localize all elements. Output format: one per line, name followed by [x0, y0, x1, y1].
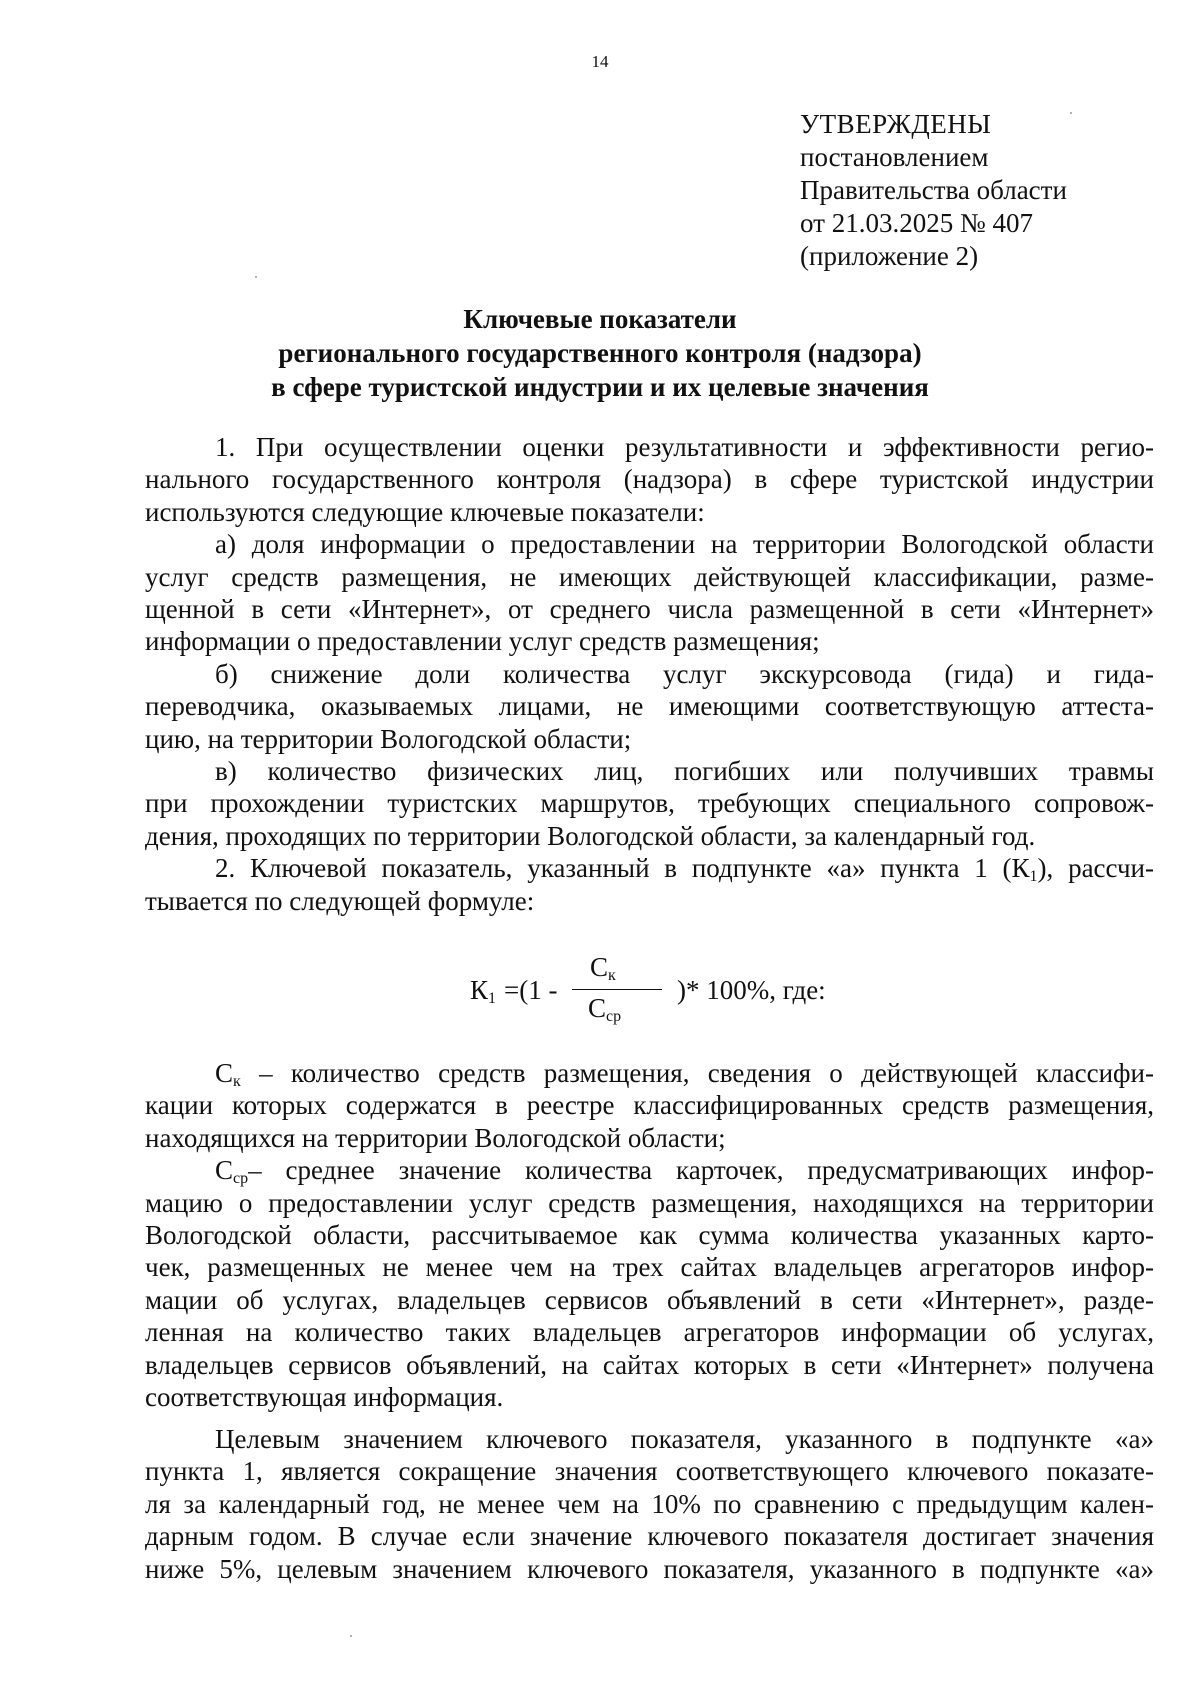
- approval-appendix: (приложение 2): [800, 241, 979, 271]
- scan-speck: [350, 1635, 352, 1637]
- formula-numerator: $С_к$: [590, 952, 616, 984]
- section-1: [145, 431, 1154, 917]
- definition-csr-line: мацию о предоставлении услуг средств размещения, находящихся на территории: [145, 1187, 1154, 1218]
- approval-line: Правительства области: [800, 175, 1067, 205]
- definition-csr-line: Вологодской области, рассчитываемое как сумма количества указанных карто-: [145, 1220, 1154, 1251]
- item-a-line: информации о предоставлении услуг средств размещения;: [145, 626, 820, 657]
- paragraph-line: пункта 1, является сокращение значения соответствующего ключевого показате-: [145, 1456, 1154, 1487]
- approval-date-number: от 21.03.2025 № 407: [800, 208, 1033, 238]
- paragraph-line: дарным годом. В случае если значение ключевого показателя достигает значения: [145, 1521, 1154, 1552]
- definition-csr-line: владельцев сервисов объявлений, на сайтах которых в сети «Интернет» получена: [145, 1349, 1154, 1380]
- definition-csr-line: чек, размещенных не менее чем на трех сайтах владельцев агрегаторов инфор-: [145, 1252, 1154, 1283]
- title-line: Ключевые показатели: [463, 304, 737, 334]
- section-2-line: 2. Ключевой показатель, указанный в подпункте «а» пункта 1 $(К_1)$, рассчи-: [215, 853, 1154, 886]
- item-a-line: услуг средств размещения, не имеющих действующей классификации, разме-: [145, 561, 1154, 592]
- item-b-line: б) снижение доли количества услуг экскурсовода (гида) и гида-: [215, 658, 1154, 689]
- scan-speck: [1070, 112, 1072, 114]
- paragraph-line: используются следующие ключевые показатели:: [145, 496, 705, 527]
- document-title: [0, 302, 1200, 404]
- formula-open: =(1 -: [504, 975, 558, 1005]
- paragraph-line: нального государственного контроля (надзора) в сфере туристской индустрии: [145, 464, 1154, 495]
- scan-speck: [255, 276, 257, 278]
- section-2-line: тывается по следующей формуле:: [145, 885, 535, 916]
- paragraph-line: 1. При осуществлении оценки результативности и эффективности регио-: [215, 432, 1154, 462]
- formula-denominator: $С_{ср}$: [588, 993, 622, 1025]
- paragraph-line: Целевым значением ключевого показателя, указанного в подпункте «а»: [215, 1424, 1154, 1454]
- title-line: регионального государственного контроля (надзора): [278, 338, 922, 368]
- item-v-line: при прохождении туристских маршрутов, требующих специального сопровож-: [145, 788, 1154, 819]
- approval-stamp: [800, 108, 1067, 273]
- definition-csr-line: $С_{ср}-$ среднее значение количества карточек, предусматривающих инфор-: [215, 1155, 1154, 1188]
- item-v-line: в) количество физических лиц, погибших или получивших травмы: [215, 756, 1154, 787]
- page-number: 14: [591, 52, 609, 71]
- definition-csr-line: соответствующая информация.: [145, 1382, 504, 1413]
- definition-csr-line: ленная на количество таких владельцев агрегаторов информации об услугах,: [145, 1317, 1154, 1348]
- definition-ck-line: кации которых содержатся в реестре классифицированных средств размещения,: [145, 1090, 1154, 1121]
- item-b-line: цию, на территории Вологодской области;: [145, 723, 632, 754]
- item-b-line: переводчика, оказываемых лицами, не имеющими соответствующую аттеста-: [145, 691, 1154, 722]
- approval-heading: УТВЕРЖДЕНЫ: [800, 109, 992, 139]
- formula-close: )* 100%, где:: [677, 975, 826, 1005]
- formula-lhs: $К_1$: [470, 975, 497, 1007]
- target-paragraph: [145, 1423, 1154, 1585]
- definition-csr-line: мации об услугах, владельцев сервисов объявлений в сети «Интернет», разде-: [145, 1284, 1154, 1315]
- approval-line: постановлением: [800, 142, 989, 172]
- definition-ck-line: $С_к$ – количество средств размещения, сведения о действующей классифи-: [215, 1058, 1154, 1090]
- title-line: в сфере туристской индустрии и их целевые значения: [271, 372, 929, 402]
- paragraph-line: ля за календарный год, не менее чем на 10% по сравнению с предыдущим кален-: [145, 1488, 1154, 1519]
- item-a-line: щенной в сети «Интернет», от среднего числа размещенной в сети «Интернет»: [145, 594, 1154, 625]
- fraction-bar: [572, 989, 662, 990]
- item-v-line: дения, проходящих по территории Вологодской области, за календарный год.: [145, 820, 1036, 851]
- paragraph-line: ниже 5%, целевым значением ключевого показателя, указанного в подпункте «а»: [145, 1553, 1154, 1584]
- item-a-line: а) доля информации о предоставлении на территории Вологодской области: [215, 529, 1154, 560]
- definition-ck-line: находящихся на территории Вологодской области;: [145, 1122, 726, 1153]
- definitions: [145, 1057, 1154, 1413]
